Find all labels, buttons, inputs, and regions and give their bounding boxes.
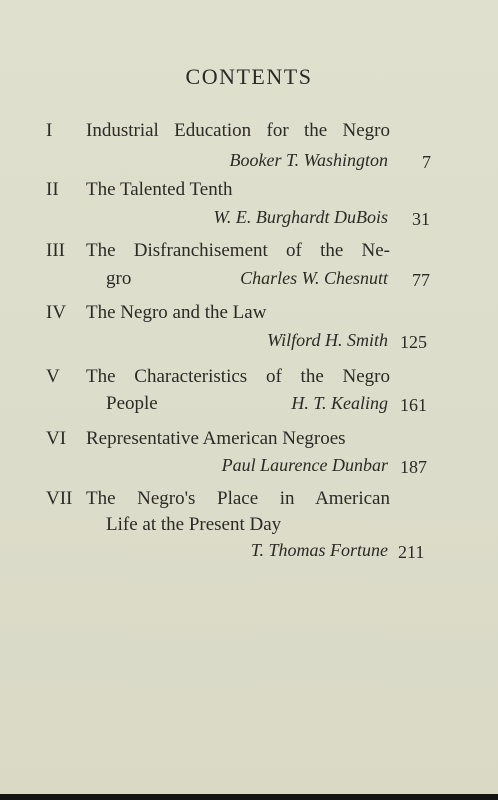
chapter-title: The Characteristics of the Negro <box>86 366 390 387</box>
chapter-page: 161 <box>400 395 427 415</box>
chapter-author: Charles W. Chesnutt <box>240 268 388 288</box>
chapter-page: 77 <box>412 270 430 290</box>
chapter-author: T. Thomas Fortune <box>250 540 388 560</box>
chapter-page: 211 <box>398 542 425 562</box>
contents-heading: CONTENTS <box>185 64 313 89</box>
chapter-number: VII <box>46 488 73 509</box>
chapter-title: The Disfranchisement of the Ne- <box>86 240 390 261</box>
chapter-page: 31 <box>412 209 430 229</box>
page-bottom-edge <box>0 794 498 800</box>
chapter-page: 187 <box>400 457 427 477</box>
chapter-number: VI <box>46 428 67 449</box>
chapter-page: 125 <box>400 332 427 352</box>
chapter-author: Booker T. Washington <box>229 150 388 170</box>
chapter-number: III <box>46 240 65 261</box>
chapter-title: Representative American Negroes <box>86 428 346 449</box>
chapter-number: IV <box>46 302 67 323</box>
chapter-author: W. E. Burghardt DuBois <box>213 207 388 227</box>
chapter-title-continued: gro <box>106 268 132 289</box>
chapter-title-continued: People <box>106 393 158 414</box>
chapter-title: The Negro and the Law <box>86 302 267 323</box>
chapter-number: I <box>46 120 53 141</box>
chapter-number: V <box>46 366 60 387</box>
chapter-title: The Negro's Place in American <box>86 488 390 509</box>
chapter-page: 7 <box>422 152 431 172</box>
chapter-title: The Talented Tenth <box>86 179 233 200</box>
chapter-title: Industrial Education for the Negro <box>86 120 390 141</box>
chapter-author: Paul Laurence Dunbar <box>221 455 388 475</box>
chapter-number: II <box>46 179 59 200</box>
chapter-author: H. T. Kealing <box>291 393 388 413</box>
chapter-title-continued: Life at the Present Day <box>106 514 282 535</box>
chapter-author: Wilford H. Smith <box>267 330 388 350</box>
